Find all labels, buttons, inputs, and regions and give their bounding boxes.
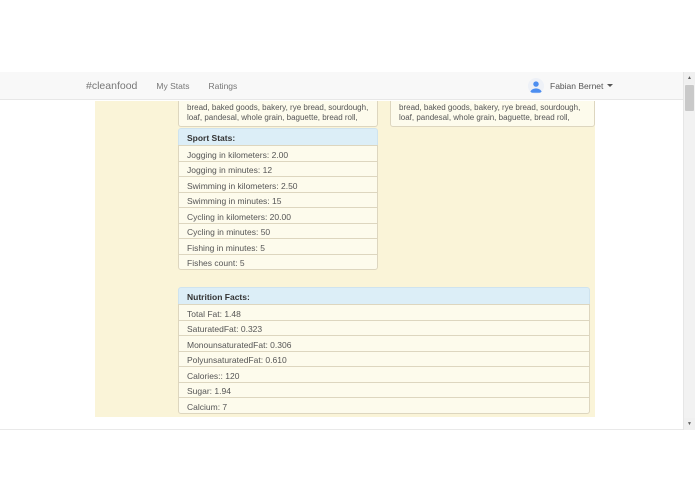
- list-item: Sugar: 1.94: [178, 382, 590, 399]
- list-item: Total Fat: 1.48: [178, 304, 590, 321]
- list-item: Swimming in minutes: 15: [178, 192, 378, 209]
- food-tags-left: bread, baked goods, bakery, rye bread, sourdough, loaf, pandesal, whole grain, baguette, bread roll,: [178, 101, 378, 127]
- sport-stats-header: Sport Stats:: [178, 128, 378, 146]
- nav-link-ratings[interactable]: Ratings: [208, 80, 238, 91]
- user-name: Fabian Bernet: [550, 80, 604, 91]
- user-menu[interactable]: [528, 72, 613, 99]
- top-navbar: [0, 72, 695, 100]
- stats-panel: [95, 101, 595, 417]
- user-avatar-icon: [528, 78, 544, 94]
- scroll-down-icon[interactable]: ▼: [684, 418, 695, 430]
- list-item: SaturatedFat: 0.323: [178, 320, 590, 337]
- list-item: Jogging in kilometers: 2.00: [178, 145, 378, 162]
- brand-link[interactable]: #cleanfood: [86, 79, 138, 92]
- browser-viewport: [0, 72, 695, 430]
- sport-stats-list: [178, 128, 378, 270]
- list-item: Fishes count: 5: [178, 254, 378, 271]
- nav-link-my-stats[interactable]: My Stats: [156, 80, 190, 91]
- list-item: Jogging in minutes: 12: [178, 161, 378, 178]
- list-item: Calcium: 7: [178, 397, 590, 414]
- scrollbar-thumb[interactable]: [685, 85, 694, 111]
- list-item: Swimming in kilometers: 2.50: [178, 176, 378, 193]
- food-tags-right: bread, baked goods, bakery, rye bread, sourdough, loaf, pandesal, whole grain, baguette, bread roll,: [390, 101, 595, 127]
- list-item: Cycling in minutes: 50: [178, 223, 378, 240]
- scroll-up-icon[interactable]: ▲: [684, 72, 695, 84]
- chevron-down-icon: [607, 84, 613, 87]
- list-item: PolyunsaturatedFat: 0.610: [178, 351, 590, 368]
- list-item: Calories:: 120: [178, 366, 590, 383]
- nutrition-facts-list: [178, 287, 590, 414]
- vertical-scrollbar[interactable]: [683, 72, 695, 430]
- list-item: MonounsaturatedFat: 0.306: [178, 335, 590, 352]
- list-item: Fishing in minutes: 5: [178, 238, 378, 255]
- nutrition-facts-header: Nutrition Facts:: [178, 287, 590, 305]
- list-item: Cycling in kilometers: 20.00: [178, 207, 378, 224]
